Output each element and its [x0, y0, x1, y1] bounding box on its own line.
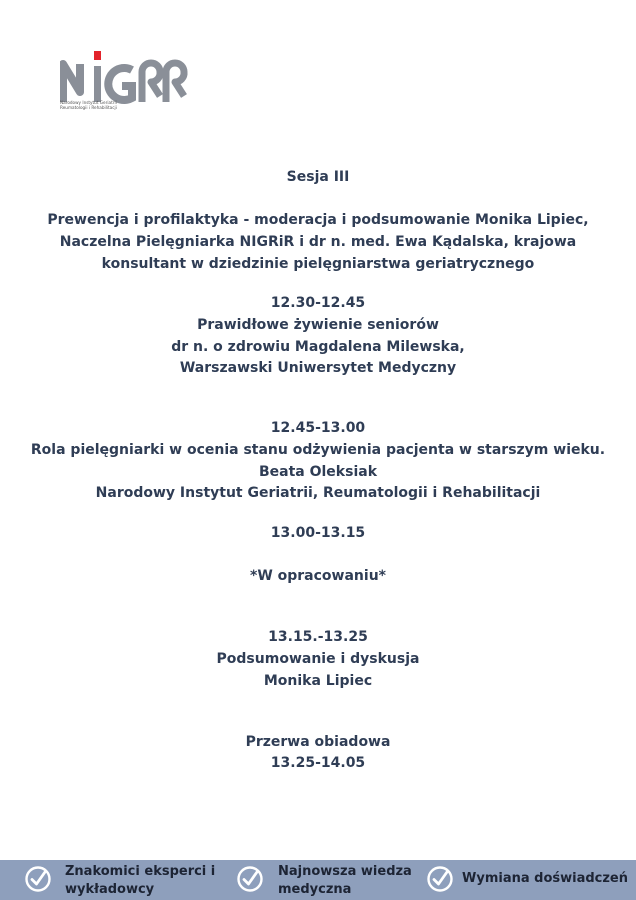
feature-exchange-line1: Wymiana doświadczeń — [462, 871, 629, 886]
session-title: Sesja III — [286, 169, 350, 185]
feature-knowledge-text — [278, 863, 412, 899]
logo-caption-line2: Reumatologii i Rehabilitacji — [60, 105, 117, 110]
feature-exchange-text — [462, 870, 628, 888]
agenda-2-line-2: Beata Oleksiak — [258, 464, 378, 480]
agenda-time-3: 13.00-13.15 — [270, 525, 366, 541]
agenda-time-2: 12.45-13.00 — [270, 420, 366, 436]
agenda-3-line-1: *W opracowaniu* — [250, 568, 386, 584]
feature-experts-line2: wykładowcy — [65, 882, 155, 897]
moderation-line-2: Naczelna Pielęgniarka NIGRiR i dr n. med. Ewa Kądalska, krajowa — [59, 234, 577, 250]
agenda-1-line-3: Warszawski Uniwersytet Medyczny — [179, 360, 457, 376]
moderation-line-3: konsultant w dziedzinie pielęgniarstwa geriatrycznego — [101, 256, 535, 272]
logo-caption-line1: Narodowy Instytut Geriatrii — [60, 100, 117, 105]
feature-exchange — [424, 860, 636, 900]
logo-caption — [60, 100, 117, 110]
break-label: Przerwa obiadowa — [245, 734, 391, 750]
check-circle-icon — [236, 865, 264, 893]
check-circle-icon — [426, 865, 454, 893]
agenda-time-4: 13.15.-13.25 — [268, 629, 368, 645]
agenda-1-line-2: dr n. o zdrowiu Magdalena Milewska, — [171, 339, 465, 355]
agenda-time-1: 12.30-12.45 — [270, 295, 366, 311]
footer-bar — [0, 860, 636, 900]
feature-experts — [0, 860, 216, 900]
agenda-2-line-3: Narodowy Instytut Geriatrii, Reumatologii i Rehabilitacji — [95, 485, 541, 501]
feature-knowledge-line1: Najnowsza wiedza — [278, 864, 412, 879]
moderation-line-1: Prewencja i profilaktyka - moderacja i podsumowanie Monika Lipiec, — [47, 212, 589, 228]
break-time: 13.25-14.05 — [270, 755, 366, 771]
agenda-2-line-1: Rola pielęgniarki w ocenia stanu odżywienia pacjenta w starszym wieku. — [30, 442, 606, 458]
nigrr-logo — [60, 50, 190, 140]
feature-knowledge — [212, 860, 424, 900]
feature-experts-text — [65, 863, 215, 899]
agenda-1-line-1: Prawidłowe żywienie seniorów — [197, 317, 439, 333]
feature-experts-line1: Znakomici eksperci i — [65, 864, 216, 879]
feature-knowledge-line2: medyczna — [278, 882, 352, 897]
agenda-4-line-1: Podsumowanie i dyskusja — [216, 651, 420, 667]
check-circle-icon — [24, 865, 52, 893]
agenda-4-line-2: Monika Lipiec — [263, 673, 373, 689]
